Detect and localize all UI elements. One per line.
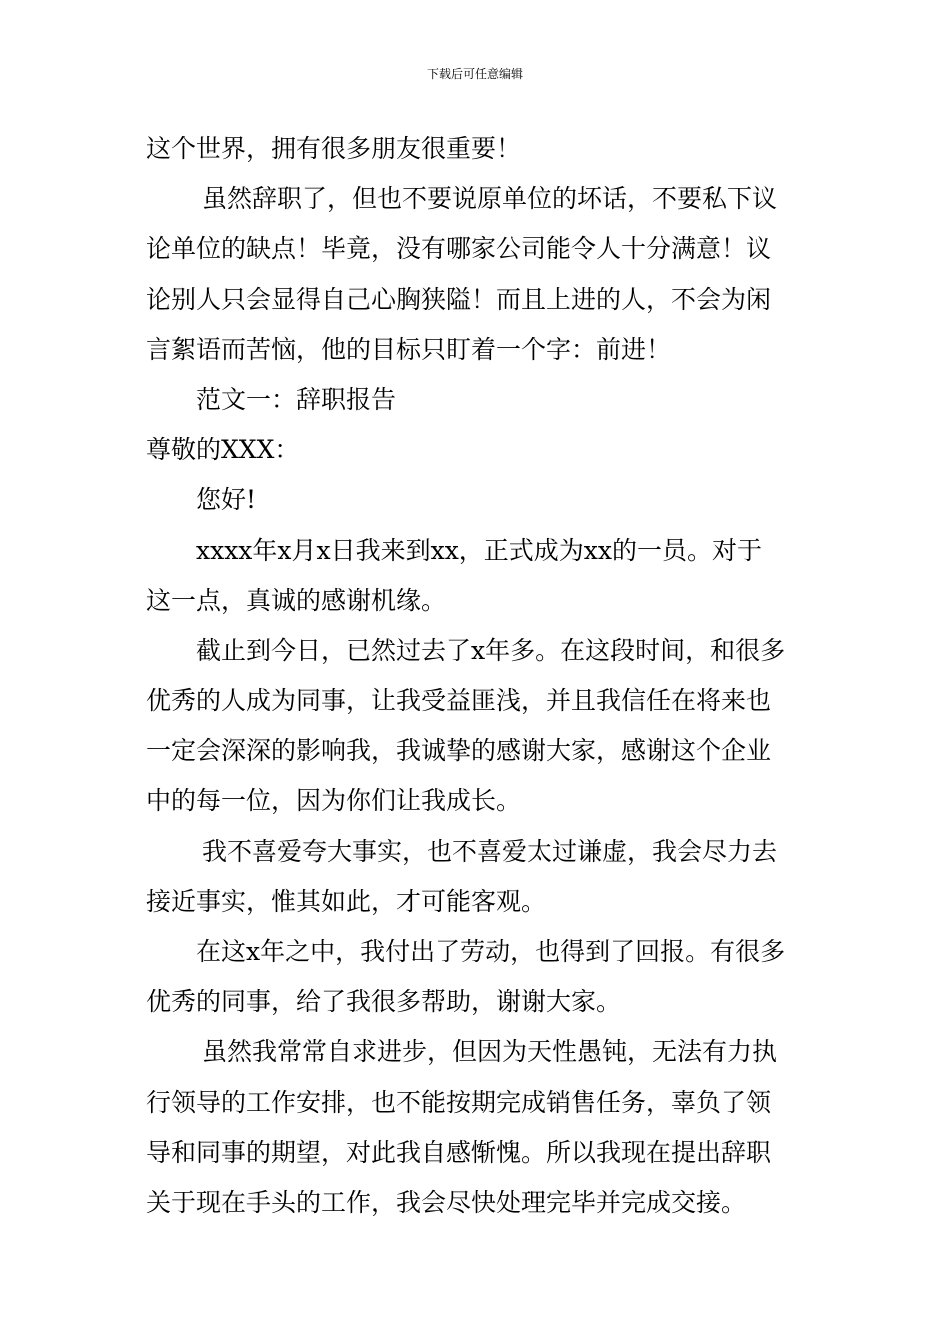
text-line: 论别人只会显得自己心胸狭隘！而且上进的人，不会为闲 — [146, 284, 772, 314]
text-line: 优秀的人成为同事，让我受益匪浅，并且我信任在将来也 — [146, 686, 772, 716]
text-line: 截止到今日，已然过去了x年多。在这段时间，和很多 — [196, 635, 786, 665]
text-line: 这个世界，拥有很多朋友很重要！ — [146, 134, 522, 163]
page-header-note: 下载后可任意编辑 — [426, 67, 523, 81]
text-line: 中的每一位，因为你们让我成长。 — [146, 786, 522, 816]
text-line: xxxx年x月x日我来到xx，正式成为xx的一员。对于 — [196, 535, 762, 565]
text-line: 行领导的工作安排，也不能按期完成销售任务，辜负了领 — [146, 1087, 772, 1117]
greeting: 您好! — [196, 485, 257, 515]
text-line: 这一点，真诚的感谢机缘。 — [146, 585, 447, 615]
text-line: 论单位的缺点！毕竟，没有哪家公司能令人十分满意！议 — [146, 234, 772, 264]
text-line: 关于现在手头的工作，我会尽快处理完毕并完成交接。 — [146, 1187, 747, 1217]
section-title: 范文一：辞职报告 — [196, 384, 397, 414]
text-line: 接近事实，惟其如此，才可能客观。 — [146, 886, 547, 916]
text-line: 优秀的同事，给了我很多帮助，谢谢大家。 — [146, 987, 622, 1017]
text-line: 言絮语而苦恼，他的目标只盯着一个字：前进！ — [146, 334, 672, 364]
text-line: 在这x年之中，我付出了劳动，也得到了回报。有很多 — [196, 937, 786, 966]
document-body — [146, 124, 811, 1228]
text-line: 一定会深深的影响我，我诚挚的感谢大家，感谢这个企业 — [146, 736, 772, 766]
salutation: 尊敬的XXX： — [146, 435, 300, 465]
text-line: 虽然我常常自求进步，但因为天性愚钝，无法有力执 — [202, 1037, 778, 1067]
text-line: 虽然辞职了，但也不要说原单位的坏话，不要私下议 — [202, 184, 778, 214]
text-line: 我不喜爱夸大事实，也不喜爱太过谦虚，我会尽力去 — [202, 836, 778, 866]
text-line: 导和同事的期望，对此我自感惭愧。所以我现在提出辞职 — [146, 1137, 772, 1167]
